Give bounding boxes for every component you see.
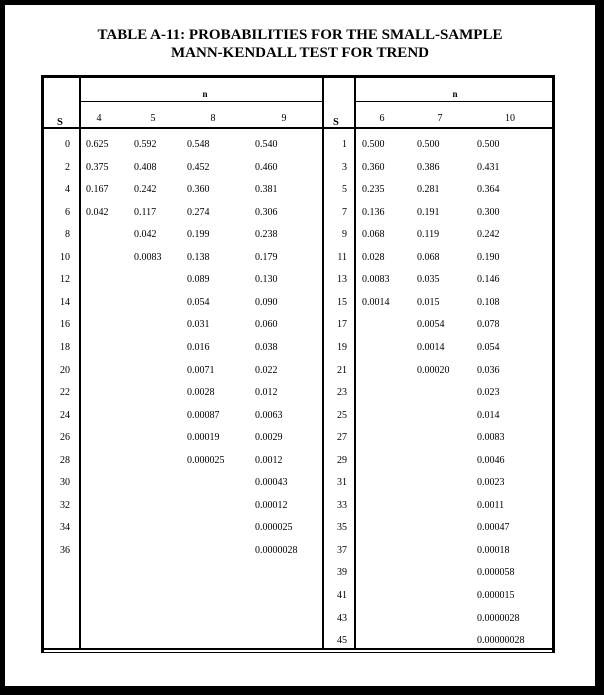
probability-cell: 0.016 — [187, 341, 210, 353]
s-value: 1 — [342, 139, 347, 150]
probability-cell: 0.000015 — [477, 590, 515, 601]
header-bottom-rule — [41, 127, 555, 129]
s-value: 13 — [337, 274, 347, 286]
probability-cell: 0.031 — [187, 319, 210, 331]
right-n-rule — [355, 101, 552, 102]
table-bottom-double-rule — [41, 648, 555, 653]
probability-cell: 0.375 — [86, 161, 109, 173]
probability-cell: 0.00012 — [255, 499, 288, 511]
probability-cell: 0.0028 — [187, 387, 215, 399]
probability-cell: 0.023 — [477, 387, 500, 399]
probability-cell: 0.035 — [417, 274, 440, 286]
probability-cell: 0.0054 — [417, 319, 445, 331]
probability-cell: 0.238 — [255, 229, 278, 241]
probability-cell: 0.0000028 — [477, 612, 520, 624]
s-value: 6 — [65, 206, 70, 218]
s-value: 10 — [60, 251, 70, 263]
probability-cell: 0.242 — [134, 184, 157, 196]
s-value: 16 — [60, 319, 70, 331]
probability-cell: 0.360 — [362, 161, 385, 173]
s-value: 24 — [60, 409, 70, 421]
s-value: 5 — [342, 184, 347, 196]
document-page — [5, 5, 595, 686]
probability-cell: 0.281 — [417, 184, 440, 196]
probability-cell: 0.00000028 — [477, 635, 525, 647]
n-value-header: 7 — [437, 113, 443, 124]
s-value: 39 — [337, 567, 347, 579]
s-value: 2 — [65, 161, 70, 173]
s-value: 34 — [60, 522, 70, 534]
probability-cell: 0.0071 — [187, 364, 215, 376]
table-title — [5, 26, 595, 62]
probability-cell: 0.386 — [417, 161, 440, 173]
s-value: 35 — [337, 522, 347, 534]
probability-cell: 0.00020 — [417, 364, 450, 376]
s-value: 22 — [60, 387, 70, 399]
probability-cell: 0.0000028 — [255, 544, 298, 556]
left-n-header: n — [202, 89, 208, 99]
s-value: 12 — [60, 274, 70, 286]
probability-cell: 0.068 — [362, 229, 385, 241]
probability-cell: 0.460 — [255, 161, 278, 173]
s-value: 26 — [60, 432, 70, 444]
s-value: 0 — [65, 139, 70, 150]
probability-cell: 0.000025 — [255, 522, 293, 534]
probability-cell: 0.146 — [477, 274, 500, 286]
s-value: 9 — [342, 229, 347, 241]
probability-cell: 0.452 — [187, 161, 210, 173]
probability-cell: 0.054 — [477, 341, 500, 353]
probability-cell: 0.042 — [134, 229, 157, 241]
probability-cell: 0.242 — [477, 229, 500, 241]
n-value-header: 5 — [150, 113, 156, 124]
probability-cell: 0.000025 — [187, 454, 225, 466]
s-value: 11 — [337, 251, 347, 263]
left-s-divider — [79, 75, 81, 650]
n-value-header: 8 — [210, 113, 216, 124]
probability-cell: 0.0083 — [362, 274, 390, 286]
n-value-header: 10 — [505, 113, 515, 124]
left-n-rule — [80, 101, 323, 102]
probability-cell: 0.540 — [255, 139, 278, 150]
probability-cell: 0.381 — [255, 184, 278, 196]
s-value: 21 — [337, 364, 347, 376]
probability-cell: 0.167 — [86, 184, 109, 196]
probability-cell: 0.119 — [417, 229, 440, 241]
title-line-1: TABLE A-11: PROBABILITIES FOR THE SMALL-SAMPLE — [97, 27, 503, 43]
probability-cell: 0.0083 — [134, 251, 162, 263]
probability-cell: 0.090 — [255, 296, 278, 308]
probability-cell: 0.431 — [477, 161, 500, 173]
s-value: 19 — [337, 341, 347, 353]
probability-cell: 0.012 — [255, 387, 278, 399]
probability-cell: 0.060 — [255, 319, 278, 331]
probability-cell: 0.235 — [362, 184, 385, 196]
s-value: 25 — [337, 409, 347, 421]
probability-cell: 0.054 — [187, 296, 210, 308]
title-line-2: MANN-KENDALL TEST FOR TREND — [171, 45, 429, 61]
s-value: 8 — [65, 229, 70, 241]
probability-cell: 0.500 — [417, 139, 440, 150]
probability-cell: 0.625 — [86, 139, 109, 150]
probability-cell: 0.038 — [255, 341, 278, 353]
probability-cell: 0.500 — [477, 139, 500, 150]
probability-cell: 0.364 — [477, 184, 500, 196]
probability-cell: 0.00018 — [477, 544, 510, 556]
probability-cell: 0.0014 — [417, 341, 445, 353]
probability-cell: 0.0011 — [477, 499, 505, 511]
probability-cell: 0.00047 — [477, 522, 510, 534]
probability-cell: 0.592 — [134, 139, 157, 150]
center-divider-b — [354, 75, 356, 650]
probability-cell: 0.500 — [362, 139, 385, 150]
right-n-header: n — [452, 89, 458, 99]
probability-cell: 0.00087 — [187, 409, 220, 421]
s-value: 36 — [60, 544, 70, 556]
probability-cell: 0.000058 — [477, 567, 515, 579]
probability-cell: 0.0046 — [477, 454, 505, 466]
probability-cell: 0.014 — [477, 409, 500, 421]
s-value: 29 — [337, 454, 347, 466]
probability-cell: 0.179 — [255, 251, 278, 263]
s-value: 27 — [337, 432, 347, 444]
probability-cell: 0.190 — [477, 251, 500, 263]
probability-cell: 0.00043 — [255, 477, 288, 489]
s-value: 20 — [60, 364, 70, 376]
probability-cell: 0.117 — [134, 206, 157, 218]
s-value: 41 — [337, 590, 347, 601]
probability-cell: 0.548 — [187, 139, 210, 150]
s-value: 18 — [60, 341, 70, 353]
s-value: 37 — [337, 544, 347, 556]
probability-cell: 0.0063 — [255, 409, 283, 421]
probability-cell: 0.00019 — [187, 432, 220, 444]
n-value-header: 6 — [379, 113, 385, 124]
probability-cell: 0.028 — [362, 251, 385, 263]
probability-cell: 0.0029 — [255, 432, 283, 444]
s-value: 32 — [60, 499, 70, 511]
probability-cell: 0.300 — [477, 206, 500, 218]
n-value-header: 4 — [96, 113, 102, 124]
probability-cell: 0.0012 — [255, 454, 283, 466]
s-value: 3 — [342, 161, 347, 173]
n-value-header: 9 — [281, 113, 287, 124]
s-column-header: S — [57, 117, 63, 128]
probability-cell: 0.360 — [187, 184, 210, 196]
s-value: 7 — [342, 206, 347, 218]
s-value: 14 — [60, 296, 70, 308]
probability-cell: 0.042 — [86, 206, 109, 218]
probability-cell: 0.068 — [417, 251, 440, 263]
s-value: 31 — [337, 477, 347, 489]
probability-cell: 0.408 — [134, 161, 157, 173]
s-value: 15 — [337, 296, 347, 308]
probability-cell: 0.130 — [255, 274, 278, 286]
probability-cell: 0.108 — [477, 296, 500, 308]
probability-cell: 0.199 — [187, 229, 210, 241]
probability-cell: 0.0083 — [477, 432, 505, 444]
s-value: 33 — [337, 499, 347, 511]
probability-cell: 0.036 — [477, 364, 500, 376]
probability-cell: 0.0014 — [362, 296, 390, 308]
probability-cell: 0.089 — [187, 274, 210, 286]
probability-cell: 0.274 — [187, 206, 210, 218]
probability-cell: 0.022 — [255, 364, 278, 376]
probability-cell: 0.136 — [362, 206, 385, 218]
s-value: 45 — [337, 635, 347, 647]
probability-cell: 0.191 — [417, 206, 440, 218]
s-value: 23 — [337, 387, 347, 399]
s-value: 43 — [337, 612, 347, 624]
probability-cell: 0.306 — [255, 206, 278, 218]
probability-cell: 0.078 — [477, 319, 500, 331]
probability-cell: 0.0023 — [477, 477, 505, 489]
s-value: 30 — [60, 477, 70, 489]
s-value: 17 — [337, 319, 347, 331]
s-value: 28 — [60, 454, 70, 466]
probability-cell: 0.015 — [417, 296, 440, 308]
probability-cell: 0.138 — [187, 251, 210, 263]
s-column-header: S — [333, 117, 339, 128]
s-value: 4 — [65, 184, 70, 196]
